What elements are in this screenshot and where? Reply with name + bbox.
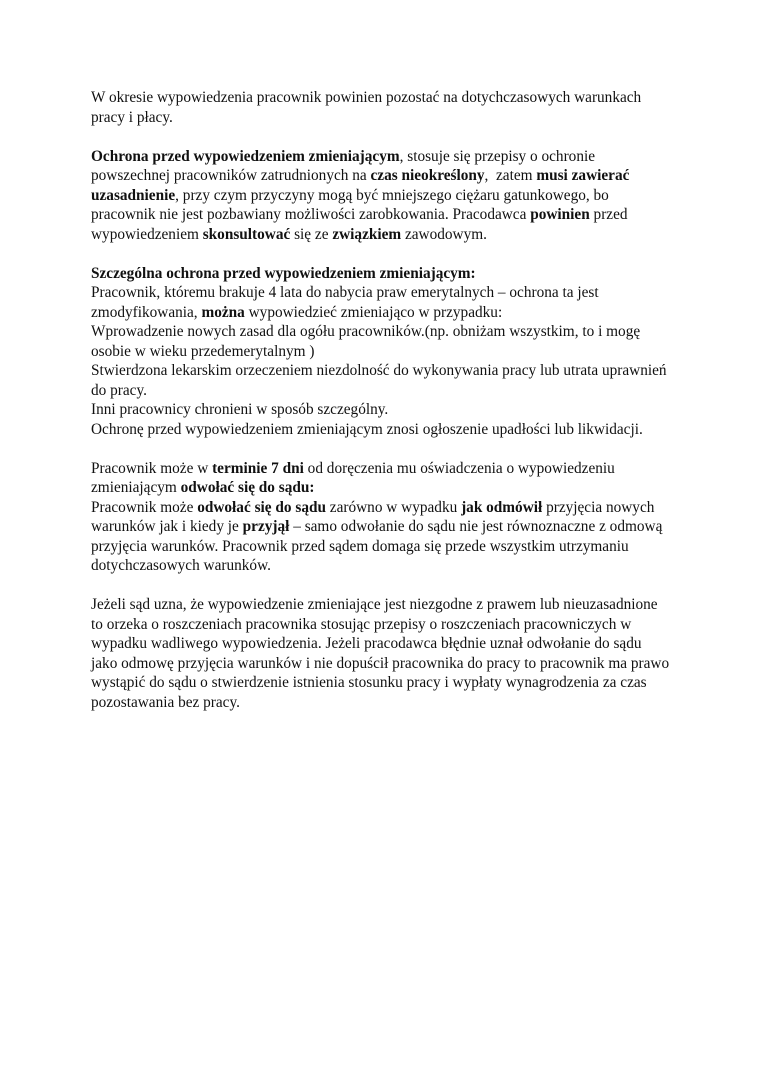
text-run: – samo odwołanie do sądu nie jest równoznaczne z odmową bbox=[289, 518, 663, 535]
text-line: osobie w wieku przedemerytalnym ) bbox=[91, 342, 315, 360]
text-line bbox=[91, 147, 681, 167]
paragraph-protection bbox=[91, 147, 681, 245]
text-run: od doręczenia mu oświadczenia o wypowiedzeniu bbox=[303, 459, 615, 477]
bold-term: odwołać się do sądu bbox=[197, 498, 326, 516]
text-run: pracownik nie jest pozbawiany możliwości zarobkowania. Pracodawca bbox=[91, 206, 531, 223]
bold-term: skonsultować bbox=[202, 225, 291, 243]
section-heading bbox=[91, 264, 681, 284]
paragraph-notice-conditions bbox=[91, 88, 681, 127]
paragraph-court-ruling bbox=[91, 595, 681, 712]
paragraph-appeal bbox=[91, 459, 681, 576]
text-run: zawodowym. bbox=[401, 225, 487, 243]
bold-term: uzasadnienie bbox=[91, 186, 176, 204]
text-line bbox=[91, 225, 681, 245]
text-run: przyjęcia nowych bbox=[542, 498, 655, 516]
bold-term: musi zawierać bbox=[536, 167, 630, 184]
text-line bbox=[91, 517, 681, 537]
bold-term: Ochrona przed wypowiedzeniem zmieniającym bbox=[91, 147, 400, 165]
bold-term: można bbox=[201, 303, 245, 321]
bold-term: odwołać się do sądu: bbox=[180, 479, 315, 496]
text-line bbox=[91, 303, 681, 323]
paragraph-gap bbox=[91, 127, 681, 147]
text-line: pracy i płacy. bbox=[91, 108, 173, 126]
text-run: zmodyfikowania, bbox=[91, 303, 202, 321]
bold-heading: Szczególna ochrona przed wypowiedzeniem zmieniającym: bbox=[91, 264, 476, 282]
text-run: Pracownik może w bbox=[91, 459, 213, 477]
text-line: Jeżeli sąd uzna, że wypowiedzenie zmieniające jest niezgodne z prawem lub nieuzasadnione bbox=[91, 596, 658, 613]
text-line: pozostawania bez pracy. bbox=[91, 693, 240, 711]
text-line bbox=[91, 186, 681, 206]
text-line: dotychczasowych warunków. bbox=[91, 557, 271, 574]
text-run: przed bbox=[589, 206, 628, 223]
text-run: , przy czym przyczyny mogą być mniejszego ciężaru gatunkowego, bo bbox=[175, 186, 609, 204]
text-line bbox=[91, 459, 681, 479]
text-run: warunków jak i kiedy je bbox=[91, 518, 243, 535]
text-run: wypowiedzeniem bbox=[91, 225, 203, 243]
document-page bbox=[91, 88, 681, 712]
text-line bbox=[91, 205, 681, 225]
paragraph-gap bbox=[91, 244, 681, 264]
bold-term: związkiem bbox=[332, 225, 402, 243]
text-line: Inni pracownicy chronieni w sposób szczególny. bbox=[91, 401, 389, 418]
text-line: przyjęcia warunków. Pracownik przed sądem domaga się przede wszystkim utrzymaniu bbox=[91, 537, 629, 555]
text-line bbox=[91, 498, 681, 518]
text-line bbox=[91, 166, 681, 186]
text-line: do pracy. bbox=[91, 381, 147, 399]
text-line: jako odmowę przyjęcia warunków i nie dopuścił pracownika do pracy to pracownik ma prawo bbox=[91, 654, 670, 672]
text-line: Stwierdzona lekarskim orzeczeniem niezdolność do wykonywania pracy lub utrata uprawnień bbox=[91, 362, 667, 379]
text-line: Ochronę przed wypowiedzeniem zmieniającym znosi ogłoszenie upadłości lub likwidacji. bbox=[91, 420, 643, 438]
text-run: wypowiedzieć zmieniająco w przypadku: bbox=[244, 303, 503, 321]
paragraph-special-protection bbox=[91, 264, 681, 440]
paragraph-gap bbox=[91, 576, 681, 596]
text-run: się ze bbox=[290, 225, 333, 243]
text-line: Wprowadzenie nowych zasad dla ogółu pracowników.(np. obniżam wszystkim, to i mogę bbox=[91, 323, 641, 340]
text-run: powszechnej pracowników zatrudnionych na bbox=[91, 167, 371, 184]
text-run: zarówno w wypadku bbox=[325, 498, 462, 516]
text-line: W okresie wypowiedzenia pracownik powinien pozostać na dotychczasowych warunkach bbox=[91, 89, 642, 106]
bold-term: czas nieokreślony bbox=[370, 167, 485, 184]
text-run: , stosuje się przepisy o ochronie bbox=[399, 147, 596, 165]
text-line: wystąpić do sądu o stwierdzenie istnienia stosunku pracy i wypłaty wynagrodzenia za czas bbox=[91, 674, 647, 691]
text-run: Pracownik może bbox=[91, 498, 198, 516]
bold-term: powinien bbox=[530, 206, 590, 223]
bold-term: przyjął bbox=[242, 518, 290, 535]
text-line bbox=[91, 478, 681, 498]
text-run: , zatem bbox=[484, 167, 537, 184]
text-line: Pracownik, któremu brakuje 4 lata do nabycia praw emerytalnych – ochrona ta jest bbox=[91, 284, 599, 301]
text-line: wypadku wadliwego wypowiedzenia. Jeżeli pracodawca błędnie uznał odwołanie do sądu bbox=[91, 635, 642, 652]
paragraph-gap bbox=[91, 439, 681, 459]
text-line: to orzeka o roszczeniach pracownika stosując przepisy o roszczeniach pracowniczych w bbox=[91, 615, 632, 633]
bold-term: jak odmówił bbox=[461, 498, 543, 516]
bold-term: terminie 7 dni bbox=[212, 459, 304, 477]
text-run: zmieniającym bbox=[91, 479, 181, 496]
